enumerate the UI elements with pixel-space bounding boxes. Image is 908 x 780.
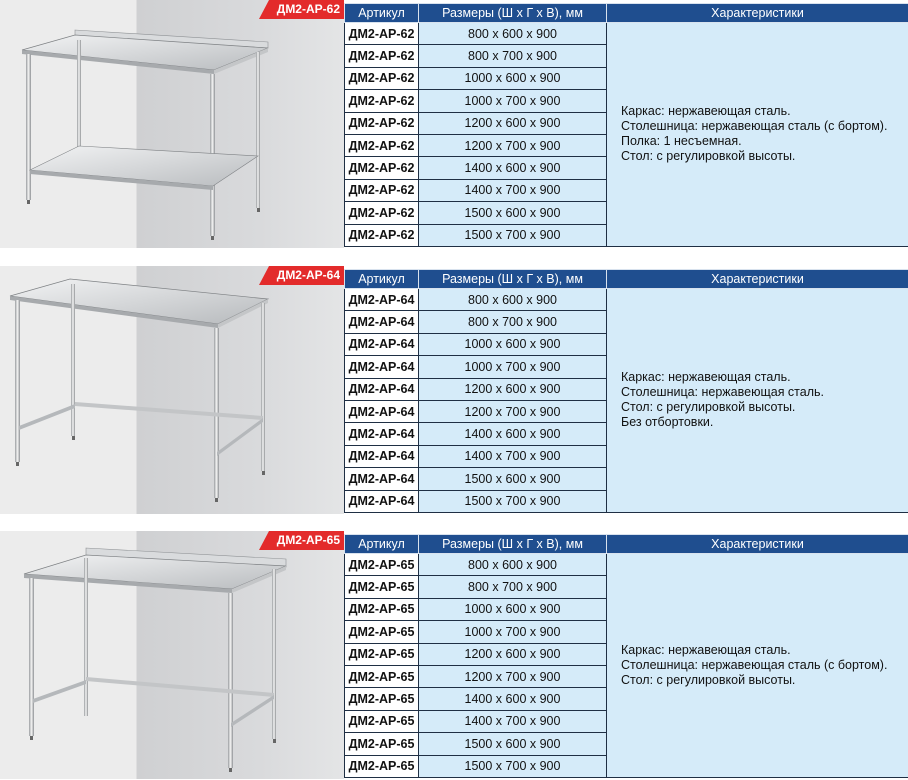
article-cell: ДМ2-АР-65	[345, 665, 419, 687]
article-cell: ДМ2-АР-62	[345, 179, 419, 201]
header-article: Артикул	[345, 535, 419, 554]
header-characteristics: Характеристики	[607, 4, 908, 23]
size-cell: 800 x 600 x 900	[419, 554, 607, 576]
size-cell: 1400 x 700 x 900	[419, 179, 607, 201]
table-header-row	[345, 4, 908, 23]
article-cell: ДМ2-АР-62	[345, 23, 419, 45]
characteristic-line: Каркас: нержавеющая сталь.	[621, 642, 791, 657]
characteristic-line: Столешница: нержавеющая сталь.	[621, 385, 824, 400]
table-with-backsplash-illustration	[0, 531, 344, 779]
size-cell: 1400 x 600 x 900	[419, 423, 607, 445]
size-cell: 1000 x 600 x 900	[419, 333, 607, 355]
table-row	[345, 23, 908, 45]
article-cell: ДМ2-АР-62	[345, 112, 419, 134]
size-cell: 800 x 600 x 900	[419, 23, 607, 45]
characteristic-line: Полка: 1 несъемная.	[621, 134, 742, 149]
characteristic-line: Столешница: нержавеющая сталь (с бортом).	[621, 657, 888, 672]
characteristics-cell	[607, 23, 908, 247]
spec-table-65	[344, 534, 908, 778]
header-sizes: Размеры (Ш х Г х В), мм	[419, 4, 607, 23]
article-cell: ДМ2-АР-62	[345, 90, 419, 112]
table-row	[345, 289, 908, 311]
size-cell: 800 x 700 x 900	[419, 45, 607, 67]
size-cell: 1500 x 700 x 900	[419, 490, 607, 512]
header-characteristics: Характеристики	[607, 535, 908, 554]
size-cell: 800 x 600 x 900	[419, 289, 607, 311]
size-cell: 1000 x 600 x 900	[419, 67, 607, 89]
size-cell: 1200 x 700 x 900	[419, 665, 607, 687]
spec-table-64	[344, 269, 908, 513]
size-cell: 1400 x 600 x 900	[419, 688, 607, 710]
size-cell: 1000 x 700 x 900	[419, 621, 607, 643]
header-characteristics: Характеристики	[607, 270, 908, 289]
article-cell: ДМ2-АР-62	[345, 45, 419, 67]
article-cell: ДМ2-АР-65	[345, 621, 419, 643]
table-header-row	[345, 270, 908, 289]
spec-table-62	[344, 3, 908, 247]
size-cell: 1000 x 700 x 900	[419, 90, 607, 112]
article-cell: ДМ2-АР-62	[345, 157, 419, 179]
article-cell: ДМ2-АР-62	[345, 134, 419, 156]
size-cell: 1200 x 600 x 900	[419, 112, 607, 134]
model-tag: ДМ2-АР-64	[269, 266, 344, 285]
model-tag: ДМ2-АР-62	[269, 0, 344, 19]
size-cell: 1200 x 600 x 900	[419, 378, 607, 400]
size-cell: 1400 x 700 x 900	[419, 445, 607, 467]
article-cell: ДМ2-АР-65	[345, 733, 419, 755]
article-cell: ДМ2-АР-65	[345, 554, 419, 576]
article-cell: ДМ2-АР-65	[345, 643, 419, 665]
size-cell: 1400 x 700 x 900	[419, 710, 607, 732]
product-section-65	[0, 531, 908, 779]
characteristic-line: Стол: с регулировкой высоты.	[621, 149, 796, 164]
article-cell: ДМ2-АР-64	[345, 445, 419, 467]
characteristic-line: Каркас: нержавеющая сталь.	[621, 370, 791, 385]
characteristic-line: Стол: с регулировкой высоты.	[621, 400, 796, 415]
article-cell: ДМ2-АР-62	[345, 202, 419, 224]
size-cell: 1500 x 700 x 900	[419, 755, 607, 777]
header-article: Артикул	[345, 4, 419, 23]
article-cell: ДМ2-АР-64	[345, 423, 419, 445]
size-cell: 1500 x 600 x 900	[419, 733, 607, 755]
characteristic-line: Каркас: нержавеющая сталь.	[621, 104, 791, 119]
product-photo-64	[0, 266, 344, 514]
product-section-62	[0, 0, 908, 248]
size-cell: 800 x 700 x 900	[419, 576, 607, 598]
size-cell: 1500 x 600 x 900	[419, 468, 607, 490]
article-cell: ДМ2-АР-64	[345, 468, 419, 490]
table-frame-illustration	[0, 266, 344, 514]
article-cell: ДМ2-АР-64	[345, 400, 419, 422]
size-cell: 1200 x 600 x 900	[419, 643, 607, 665]
size-cell: 800 x 700 x 900	[419, 311, 607, 333]
article-cell: ДМ2-АР-62	[345, 224, 419, 246]
article-cell: ДМ2-АР-65	[345, 710, 419, 732]
article-cell: ДМ2-АР-64	[345, 490, 419, 512]
table-with-shelf-illustration	[0, 0, 344, 248]
model-tag: ДМ2-АР-65	[269, 531, 344, 550]
article-cell: ДМ2-АР-62	[345, 67, 419, 89]
product-photo-62	[0, 0, 344, 248]
article-cell: ДМ2-АР-64	[345, 289, 419, 311]
table-row	[345, 554, 908, 576]
characteristics-cell	[607, 289, 908, 513]
size-cell: 1500 x 700 x 900	[419, 224, 607, 246]
characteristic-line: Стол: с регулировкой высоты.	[621, 672, 796, 687]
size-cell: 1200 x 700 x 900	[419, 134, 607, 156]
table-header-row	[345, 535, 908, 554]
header-sizes: Размеры (Ш х Г х В), мм	[419, 270, 607, 289]
article-cell: ДМ2-АР-64	[345, 311, 419, 333]
header-article: Артикул	[345, 270, 419, 289]
size-cell: 1500 x 600 x 900	[419, 202, 607, 224]
article-cell: ДМ2-АР-64	[345, 333, 419, 355]
product-photo-65	[0, 531, 344, 779]
size-cell: 1200 x 700 x 900	[419, 400, 607, 422]
article-cell: ДМ2-АР-65	[345, 688, 419, 710]
article-cell: ДМ2-АР-65	[345, 576, 419, 598]
product-section-64	[0, 266, 908, 514]
article-cell: ДМ2-АР-64	[345, 356, 419, 378]
characteristics-cell	[607, 554, 908, 778]
size-cell: 1400 x 600 x 900	[419, 157, 607, 179]
characteristic-line: Без отбортовки.	[621, 415, 714, 430]
article-cell: ДМ2-АР-65	[345, 598, 419, 620]
header-sizes: Размеры (Ш х Г х В), мм	[419, 535, 607, 554]
characteristic-line: Столешница: нержавеющая сталь (с бортом).	[621, 119, 888, 134]
article-cell: ДМ2-АР-64	[345, 378, 419, 400]
article-cell: ДМ2-АР-65	[345, 755, 419, 777]
size-cell: 1000 x 600 x 900	[419, 598, 607, 620]
size-cell: 1000 x 700 x 900	[419, 356, 607, 378]
